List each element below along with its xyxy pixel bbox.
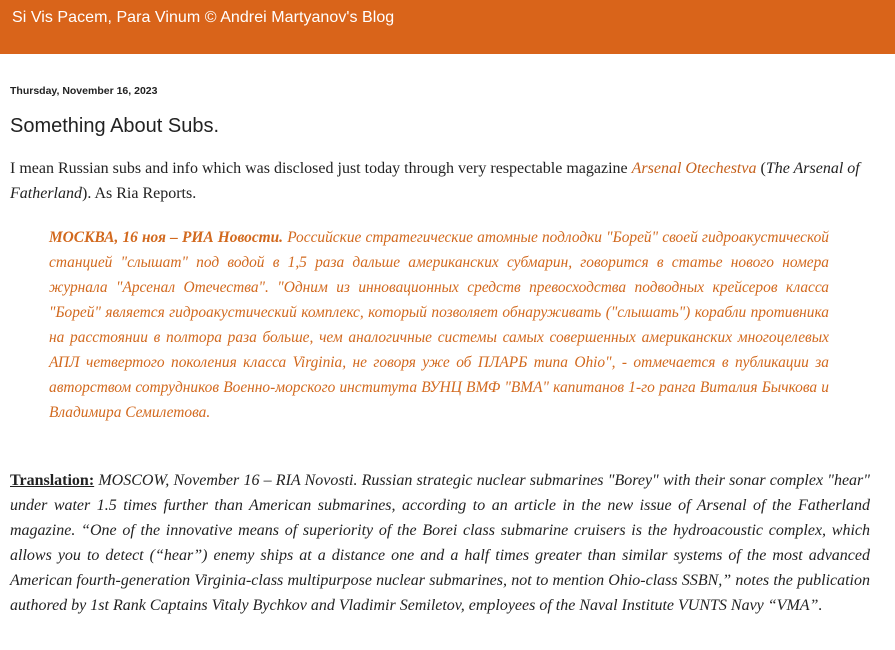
quote-body: Российские стратегические атомные подлодки "Борей" своей гидроакустической станцией "слышат" под водой в 1,5 раза дальше американских субмарин, говорится в статье нового номера журнала "Арсенал Отечества". "Одним из инновационных средств превосходства подводных крейсеров класса "Борей" является гидроакустический комплекс, который позволяет обнаруживать ("слышать") корабли противника на расстоянии в полтора раза больше, чем аналогичные системы самых совершенных американских многоцелевых АПЛ четвертого поколения класса Virginia, не говоря уже об ПЛАРБ типа Ohio", - отмечается в публикации за авторством сотрудников Военно-морского института ВУНЦ ВМФ "ВМА" капитанов 1-го ранга Виталия Бычкова и Владимира Семилетова. bbox=[49, 229, 829, 421]
blog-title-link[interactable]: Si Vis Pacem, Para Vinum © Andrei Martyanov's Blog bbox=[12, 9, 395, 26]
quote-lead: МОСКВА, 16 ноя – РИА Новости. bbox=[49, 229, 284, 246]
translation-body: MOSCOW, November 16 – RIA Novosti. Russian strategic nuclear submarines "Borey" with their sonar complex "hear" under water 1.5 times further than American submarines, according to an article in the new issue of Arsenal of the Fatherland magazine. “One of the innovative means of superiority of the Borei class submarine cruisers is the hydroacoustic complex, which allows you to detect (“hear”) enemy ships at a distance one and a half times greater than similar systems of the most advanced American fourth-generation Virginia-class multipurpose nuclear submarines, not to mention Ohio-class SSBN,” notes the publication authored by 1st Rank Captains Vitaly Bychkov and Vladimir Semiletov, employees of the Naval Institute VUNTS Navy “VMA”. bbox=[10, 472, 870, 614]
magazine-translation: The Arsenal of Fatherland bbox=[10, 160, 860, 202]
russian-quote-blockquote bbox=[49, 225, 829, 425]
post-date: Thursday, November 16, 2023 bbox=[10, 85, 158, 97]
translation-paragraph bbox=[10, 468, 870, 618]
post-intro-paragraph bbox=[10, 156, 880, 206]
intro-text-before: I mean Russian subs and info which was disclosed just today through very respectable magazine bbox=[10, 160, 632, 177]
post-title[interactable]: Something About Subs. bbox=[10, 115, 220, 137]
intro-text-after: ). As Ria Reports. bbox=[82, 185, 197, 202]
magazine-link[interactable]: Arsenal Otechestva bbox=[631, 160, 757, 177]
translation-label: Translation: bbox=[10, 472, 95, 489]
intro-paren-open: ( bbox=[756, 160, 766, 177]
blog-header bbox=[0, 0, 895, 54]
